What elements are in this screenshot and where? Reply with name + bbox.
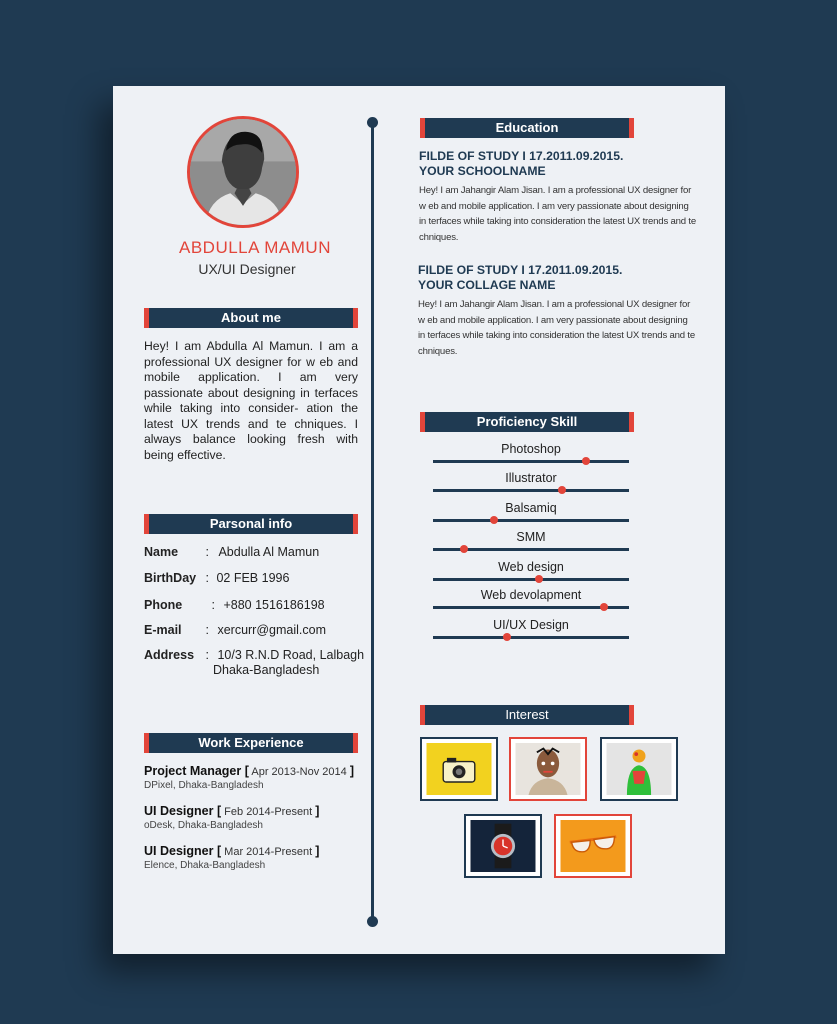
interest-tile-watch — [464, 814, 542, 878]
interest-header: Interest — [420, 705, 634, 725]
job-dates: Mar 2014-Present — [221, 846, 316, 858]
job-title: UI Designer — [144, 844, 214, 858]
job-bracket-open: [ — [216, 844, 222, 858]
skill-item — [433, 560, 629, 581]
info-key: BirthDay — [144, 571, 197, 585]
education-item — [419, 149, 697, 245]
info-key: E-mail — [144, 623, 182, 637]
education-field: FILDE OF STUDY I 17.2011.09.2015. — [419, 149, 624, 163]
skill-name: Illustrator — [505, 471, 557, 485]
job-title-line — [144, 764, 354, 778]
info-value: Dhaka-Bangladesh — [213, 663, 320, 677]
skill-bar — [433, 519, 629, 522]
info-row-address-line2 — [213, 663, 319, 677]
person-photo-icon — [190, 119, 296, 225]
job-item — [144, 844, 319, 871]
education-header: Education — [420, 118, 634, 138]
timeline-dot-bottom — [367, 916, 378, 927]
info-key: Name — [144, 545, 179, 559]
info-row-birthday — [144, 571, 289, 585]
interest-tile-camera — [420, 737, 498, 801]
job-bracket-open: [ — [244, 764, 249, 778]
job-bracket-close: ] — [349, 764, 354, 778]
info-row-phone — [144, 598, 325, 612]
timeline-dot-top — [367, 117, 378, 128]
info-sep: : — [211, 598, 215, 612]
skill-level-knob — [582, 457, 590, 465]
resume-page — [113, 86, 725, 954]
skill-name: Web devolapment — [480, 588, 582, 602]
job-bracket-close: ] — [315, 844, 320, 858]
job-bracket-open: [ — [216, 804, 222, 818]
job-place: oDesk, Dhaka-Bangladesh — [144, 820, 263, 831]
skill-bar — [433, 548, 629, 551]
sunglasses-icon — [560, 820, 626, 872]
job-title-line — [144, 804, 319, 818]
info-value: 02 FEB 1996 — [216, 571, 290, 585]
skill-bar — [433, 578, 629, 581]
interest-tile-sunglasses — [554, 814, 632, 878]
skill-name: Web design — [498, 560, 564, 574]
job-title: Project Manager — [144, 764, 242, 778]
skill-level-knob — [490, 516, 498, 524]
skill-level-knob — [460, 545, 468, 553]
skill-name: Photoshop — [501, 442, 561, 456]
skill-level-knob — [558, 486, 566, 494]
job-dates: Feb 2014-Present — [221, 806, 316, 818]
interest-tile-portrait — [509, 737, 587, 801]
info-sep: : — [205, 571, 209, 585]
skill-item — [433, 471, 629, 492]
skill-bar — [433, 460, 629, 463]
info-key: Address — [144, 648, 195, 662]
watch-icon — [470, 820, 536, 872]
job-place: DPixel, Dhaka-Bangladesh — [144, 780, 264, 791]
camera-icon — [426, 743, 492, 795]
job-place: Elence, Dhaka-Bangladesh — [144, 860, 266, 871]
job-bracket-close: ] — [315, 804, 320, 818]
skill-bar — [433, 489, 629, 492]
personal-info-header: Parsonal info — [144, 514, 358, 534]
job-title: UI Designer — [144, 804, 214, 818]
info-row-name — [144, 545, 319, 559]
education-text: Hey! I am Jahangir Alam Jisan. I am a professional UX designer for w eb and mobile application. I am very passionate about designing in terfaces while taking into consideration the latest UX trends and te chniques. — [419, 185, 696, 243]
info-key: Phone — [144, 598, 183, 612]
skill-item — [433, 442, 629, 463]
skill-level-knob — [535, 575, 543, 583]
info-value: +880 1516186198 — [223, 598, 325, 612]
avatar — [187, 116, 299, 228]
job-item — [144, 804, 319, 831]
job-item — [144, 764, 354, 791]
education-field: FILDE OF STUDY I 17.2011.09.2015. — [418, 263, 623, 277]
job-dates: Apr 2013-Nov 2014 — [248, 766, 350, 778]
skill-item — [433, 618, 629, 639]
job-title-line — [144, 844, 319, 858]
info-value: 10/3 R.N.D Road, Lalbagh — [217, 648, 365, 662]
info-sep: : — [205, 623, 209, 637]
skill-bar — [433, 606, 629, 609]
skills-header: Proficiency Skill — [420, 412, 634, 432]
skill-level-knob — [503, 633, 511, 641]
education-school: YOUR SCHOOLNAME — [419, 164, 546, 178]
profile-name: ABDULLA MAMUN — [179, 238, 331, 257]
skill-bar — [433, 636, 629, 639]
info-sep: : — [205, 545, 209, 559]
skill-name: SMM — [516, 530, 546, 544]
about-header: About me — [144, 308, 358, 328]
info-row-address — [144, 648, 364, 662]
skill-level-knob — [600, 603, 608, 611]
about-text: Hey! I am Abdulla Al Mamun. I am a professional UX designer for w eb and mobile application. I am very passionate about designing in terfaces while taking into consider- ation the latest UX trends and te chniques. I always balance looking fresh with being effective. — [144, 339, 358, 462]
skill-name: UI/UX Design — [493, 618, 569, 632]
skill-item — [433, 501, 629, 522]
colorful-figure-icon — [606, 743, 672, 795]
education-item — [418, 263, 696, 359]
work-header: Work Experience — [144, 733, 358, 753]
interest-tile-figure — [600, 737, 678, 801]
info-value: xercurr@gmail.com — [217, 623, 326, 637]
info-value: Abdulla Al Mamun — [218, 545, 320, 559]
portrait-icon — [515, 743, 581, 795]
skill-item — [433, 530, 629, 551]
info-row-email — [144, 623, 326, 637]
education-text: Hey! I am Jahangir Alam Jisan. I am a professional UX designer for w eb and mobile application. I am very passionate about designing in terfaces while taking into consideration the latest UX trends and te chniques. — [418, 299, 695, 357]
education-school: YOUR COLLAGE NAME — [418, 278, 556, 292]
info-sep: : — [205, 648, 209, 662]
profile-role: UX/UI Designer — [198, 261, 296, 277]
skill-item — [433, 588, 629, 609]
skill-name: Balsamiq — [505, 501, 557, 515]
